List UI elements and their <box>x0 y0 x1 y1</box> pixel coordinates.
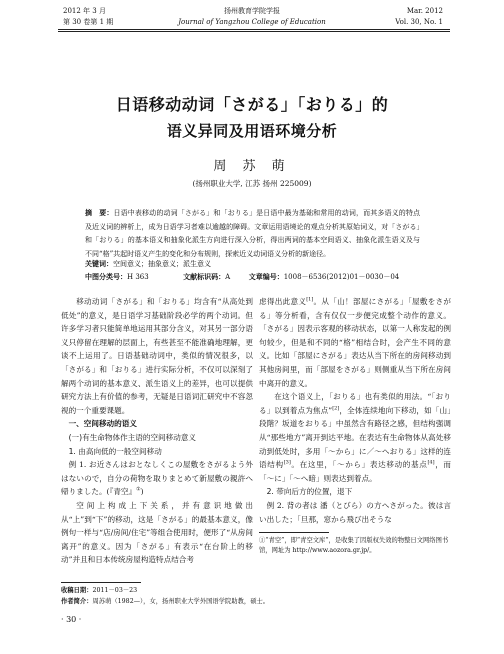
doc-code-value: A <box>225 273 231 281</box>
footnote-marker: ① <box>136 486 141 493</box>
abstract <box>85 206 420 261</box>
paragraph-4-d: ，而「～に」「～へ暗」则表达到着点。 <box>259 460 451 483</box>
article-title-line1: 日语移动动词「さがる」「おりる」的 <box>115 95 389 114</box>
clc-label: 中图分类号： <box>85 272 127 281</box>
example-1 <box>61 458 253 499</box>
header-date-english: Mar. 2012 <box>406 7 443 15</box>
paragraph-3-start: 虑得出此意义 <box>259 297 307 306</box>
paragraph-4-a: 在这个语义上，「おりる」也有类似的用法。“「おりる」以到着点为焦点” <box>259 392 451 415</box>
header-volume: 第 30 卷第 1 期 <box>63 18 114 26</box>
journal-name-english: Journal of Yangzhou College of Education <box>178 18 326 26</box>
keywords <box>85 258 420 270</box>
example-1-close: ) <box>140 487 144 497</box>
example-1-text: お近さんはおとなしくこの屋敷をさがるよう外はないので，自分の荷物を取りまとめて新屋敷の親許へ帰りました。(『青空』 <box>61 460 253 497</box>
classification-line <box>85 272 399 282</box>
sub-item-heading-2: 2. 带向后方的位置，退下 <box>266 487 353 497</box>
author-name: 周 苏 萌 <box>213 159 291 174</box>
example-2 <box>259 499 451 526</box>
author-bio-text: 周苏萌（1982—），女，扬州职业大学外国语学院助教，硕士。 <box>92 598 270 605</box>
abstract-text: 日语中表移动的动词「さがる」和「おりる」是日语中最为基础和常用的动词，而其多语义的特点及近义词的辨析上，成为日语学习者难以逾越的障碍。文章运用语境论的观点分析其原始词义，对「さがる」和「おりる」的基本语义和抽象化派生方向进行深入分析，得出两词的基本空间语义、抽象化派生语义及与不同“格”共起时语义产生的变化和分布规则，探索近义动词语义分析的新途径。 <box>85 209 421 258</box>
paragraph-4 <box>259 390 451 485</box>
article-title-line2: 语义异同及用语环境分析 <box>166 122 338 140</box>
footnote-rule-right <box>259 532 329 533</box>
paragraph-4-b: ，全体连续地向下移动，如「山」段階？坂道をおりる」中虽然含有路径之感，但结构强调从“那些地方”离开到达平地。在表达有生命物体从高处移动到低处时，多用「～から」に／～へおりる」这样的连语结构 <box>259 405 451 470</box>
citation-ref-3: [3] <box>283 459 291 466</box>
footnote-mark: ① <box>259 537 266 544</box>
received-label: 收稿日期： <box>61 587 93 594</box>
right-column <box>259 295 451 527</box>
paragraph-3 <box>259 295 451 390</box>
footnote-qingkong <box>259 536 451 555</box>
footnote-rule-left <box>61 582 141 583</box>
author-bio <box>61 597 451 607</box>
example-1-label: 例 1. <box>68 460 87 470</box>
author-bio-label: 作者简介： <box>61 598 93 605</box>
citation-ref-2: [2] <box>332 405 340 412</box>
paragraph-2: 空间上构成上下关系，并有意识地做出从“上”到“下”的移动，这是「さがる」的最基本意义，像例句一样与“店/房间/住宅”等组合使用时，便形了“从房间离开”的意义。因为「さがる」有表示“在台阶上的移动”并且和日本传统房屋构造特点结合考 <box>61 500 253 565</box>
keywords-label: 关键词： <box>85 259 113 268</box>
received-value: 2011－03－23 <box>92 587 138 594</box>
article-no-label: 文章编号： <box>248 272 284 281</box>
header-volume-english: Vol. 30, No. 1 <box>395 18 443 26</box>
header-date: 2012 年 3 月 <box>63 7 106 15</box>
intro-paragraph: 移动动词「さがる」和「おりる」均含有“从高处到低处”的意义，是日语学习基础阶段必学的两个动词。但许多学习者只能简单地运用其部分含义，对其另一部分语义只停留在理解的层面上，有些甚至不能准确地理解，更谈不上运用了。日语基础动词中，类似的情况很多，以「さがる」和「おりる」进行实际分析，不仅可以深刻了解两个动词的基本意义、派生语义上的差异，也可以提供研究方法上有价值的参考，无疑是日语词汇研究中不容忽视的一个重要课题。 <box>61 297 253 415</box>
journal-name: 扬州教育学院学报 <box>224 7 280 15</box>
section-heading-1: 一、空间移动的语义 <box>68 419 137 429</box>
left-column <box>61 295 253 577</box>
example-2-label: 例 2. <box>266 500 285 510</box>
subsection-heading-1-1: (一)有生命物体作主语的空间移动意义 <box>68 432 197 442</box>
author-affiliation: (扬州职业大学, 江苏 扬州 225009) <box>192 179 312 188</box>
paragraph-4-c: 。在这里，「～から」表达移动的基点 <box>290 460 428 470</box>
header-rule <box>58 29 450 30</box>
abstract-label: 摘 要： <box>85 208 114 217</box>
keywords-text: 空间意义；抽象意义；派生意义 <box>113 260 211 268</box>
example-2-text: 背の者は 潘（とびら）の方へさがった。彼は言い出した；「旦那，窓から飛び出そうな <box>259 500 451 524</box>
paragraph-3-rest: 。从「山！部屋にさがる」「屋敷をさがる」等分析看，含有仅仅一步便完成整个动作的意义。「さがる」因表示客观的移动状态，以第一人称发起的例句较少，但是和不同的“格”相结合时，会产生不同的意义。比如「部屋にさがる」表达从当下所在的房间移动到其他房间里，而「部屋をさがる」则侧重从当下所在房间中离开的意义。 <box>259 297 451 388</box>
article-no-value: 1008－6536(2012)01－0030－04 <box>283 273 400 281</box>
page-number: · 30 · <box>61 615 82 624</box>
citation-ref-4: [4] <box>427 459 435 466</box>
footnote-text: “青空”，即“青空文库”，是收集了因版权失效的物整日文网络图书馆，网址为 http://www.aozora.gr.jp/。 <box>259 537 449 554</box>
clc-value: H 363 <box>127 273 149 281</box>
doc-code-label: 文献标识码： <box>183 272 226 281</box>
received-date <box>61 586 451 596</box>
citation-ref-1: [1] <box>306 296 314 303</box>
sub-item-heading-1: 1. 由高向低的一般空间移动 <box>68 446 162 456</box>
header-rule-second <box>58 31 450 32</box>
